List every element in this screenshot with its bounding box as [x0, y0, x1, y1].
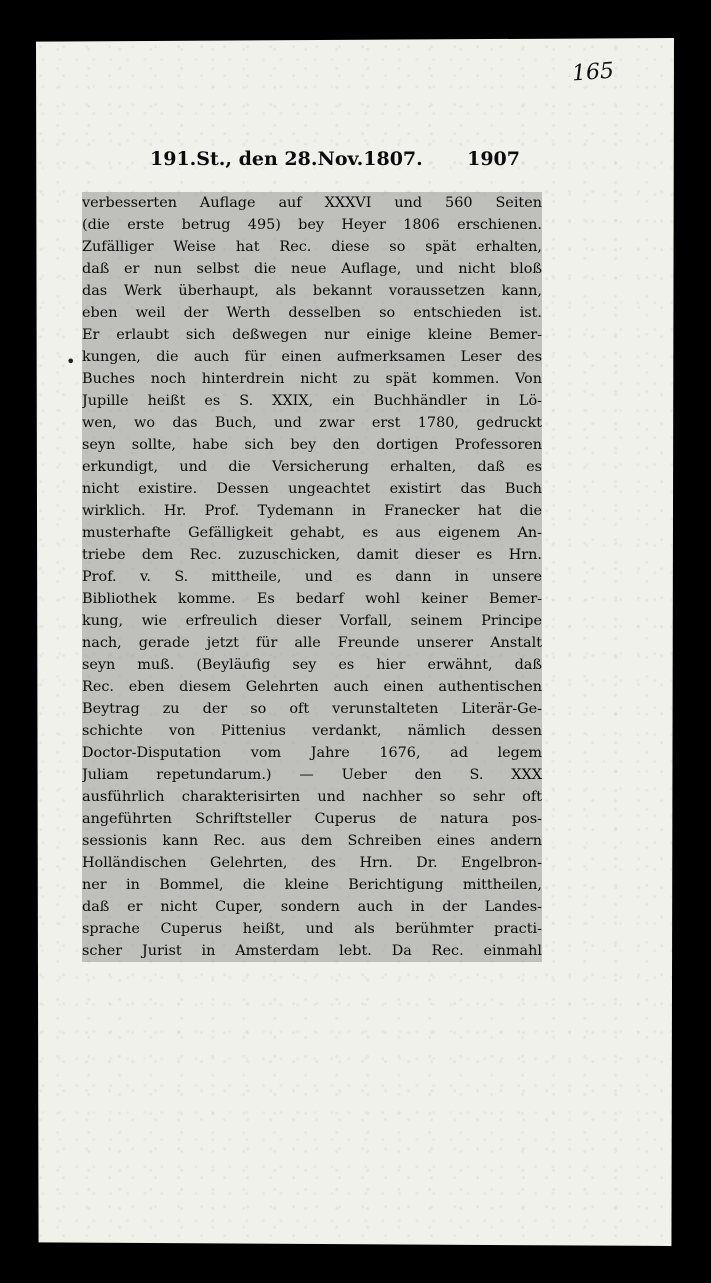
running-head-issue-date: 191.St., den 28.Nov.1807.	[150, 148, 423, 170]
text-line: Doctor-Disputation vom Jahre 1676, ad legem	[82, 742, 542, 764]
text-line: erkundigt, und die Versicherung erhalten, daß es	[82, 456, 542, 478]
text-line: scher Jurist in Amsterdam lebt. Da Rec. einmahl	[82, 940, 542, 962]
text-line: schichte von Pittenius verdankt, nämlich dessen	[82, 720, 542, 742]
text-line: eben weil der Werth desselben so entschieden ist.	[82, 302, 542, 324]
text-line: ner in Bommel, die kleine Berichtigung mittheilen,	[82, 874, 542, 896]
text-line: triebe dem Rec. zuzuschicken, damit dieser es Hrn.	[82, 544, 542, 566]
text-line: kungen, die auch für einen aufmerksamen Leser des	[82, 346, 542, 368]
text-line: musterhafte Gefälligkeit gehabt, es aus eigenem An-	[82, 522, 542, 544]
body-text	[82, 192, 542, 962]
text-line: verbesserten Auflage auf XXXVI und 560 Seiten	[82, 192, 542, 214]
margin-mark: •	[66, 352, 76, 371]
text-line: Bibliothek komme. Es bedarf wohl keiner Bemer-	[82, 588, 542, 610]
text-line: Beytrag zu der so oft verunstalteten Literär-Ge-	[82, 698, 542, 720]
handwritten-page-number: 165	[571, 58, 615, 87]
text-line: das Werk überhaupt, als bekannt voraussetzen kann,	[82, 280, 542, 302]
text-line: seyn sollte, habe sich bey den dortigen Professoren	[82, 434, 542, 456]
text-line: wirklich. Hr. Prof. Tydemann in Franecker hat die	[82, 500, 542, 522]
text-line: wen, wo das Buch, und zwar erst 1780, gedruckt	[82, 412, 542, 434]
text-line: seyn muß. (Beyläufig sey es hier erwähnt, daß	[82, 654, 542, 676]
text-line: (die erste betrug 495) bey Heyer 1806 erschienen.	[82, 214, 542, 236]
text-line: Er erlaubt sich deßwegen nur einige kleine Bemer-	[82, 324, 542, 346]
text-line: angeführten Schriftsteller Cuperus de natura pos-	[82, 808, 542, 830]
text-line: sprache Cuperus heißt, und als berühmter practi-	[82, 918, 542, 940]
running-head-column-number: 1907	[467, 148, 520, 170]
text-line: Prof. v. S. mittheile, und es dann in unsere	[82, 566, 542, 588]
text-line: Jupille heißt es S. XXIX, ein Buchhändler in Lö-	[82, 390, 542, 412]
text-line: Juliam repetundarum.) — Ueber den S. XXX	[82, 764, 542, 786]
text-line: kung, wie erfreulich dieser Vorfall, seinem Principe	[82, 610, 542, 632]
text-line: Zufälliger Weise hat Rec. diese so spät erhalten,	[82, 236, 542, 258]
text-line: sessionis kann Rec. aus dem Schreiben eines andern	[82, 830, 542, 852]
text-line: Buches noch hinterdrein nicht zu spät kommen. Von	[82, 368, 542, 390]
text-line: Holländischen Gelehrten, des Hrn. Dr. Engelbron-	[82, 852, 542, 874]
text-line: ausführlich charakterisirten und nachher so sehr oft	[82, 786, 542, 808]
text-line: nicht existire. Dessen ungeachtet existirt das Buch	[82, 478, 542, 500]
running-head	[150, 148, 520, 170]
text-line: Rec. eben diesem Gelehrten auch einen authentischen	[82, 676, 542, 698]
text-line: daß er nun selbst die neue Auflage, und nicht bloß	[82, 258, 542, 280]
text-line: daß er nicht Cuper, sondern auch in der Landes-	[82, 896, 542, 918]
text-line: nach, gerade jetzt für alle Freunde unserer Anstalt	[82, 632, 542, 654]
